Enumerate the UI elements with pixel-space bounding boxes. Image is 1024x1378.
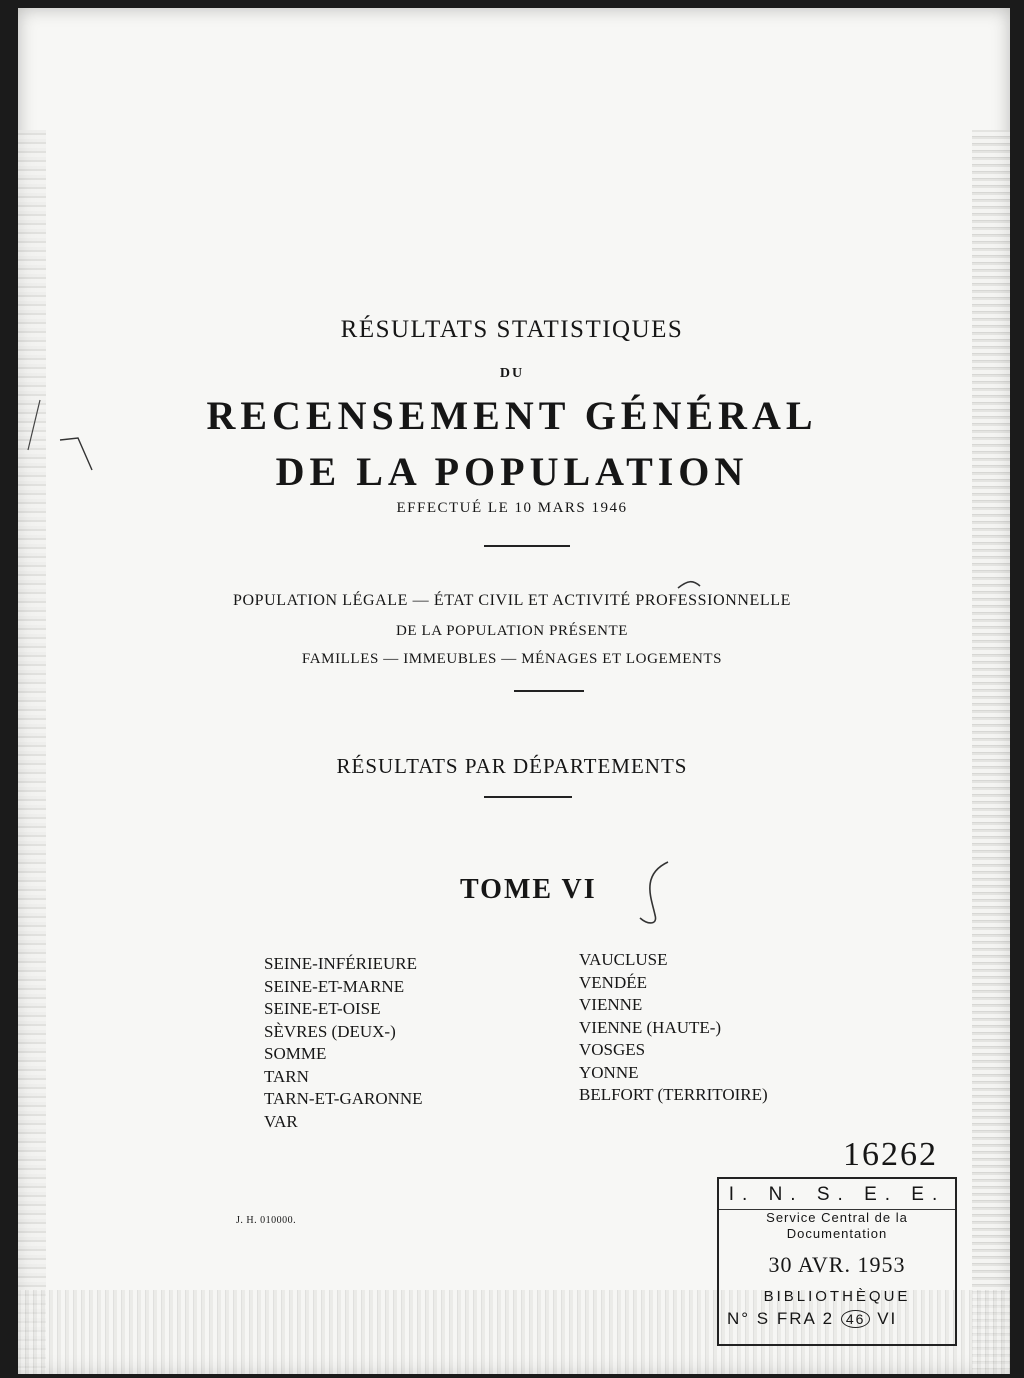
pen-stroke-mark: [640, 862, 668, 923]
tome-label: TOME VI: [460, 874, 597, 905]
list-item: VENDÉE: [579, 972, 647, 992]
stamp-service-line-2: Documentation: [786, 1226, 888, 1241]
list-item: TARN: [264, 1066, 309, 1086]
shelf-code: 2: [822, 1309, 835, 1328]
handwritten-number: 16262: [843, 1136, 938, 1173]
main-title-line-2: DE LA POPULATION: [275, 449, 749, 494]
list-item: YONNE: [579, 1062, 639, 1082]
shelf-volume: VI: [877, 1309, 898, 1328]
list-item: SEINE-INFÉRIEURE: [264, 954, 417, 973]
subjects-line-1: POPULATION LÉGALE — ÉTAT CIVIL ET ACTIVITÉ PROFESSIONNELLE: [232, 592, 792, 609]
list-item: SEINE-ET-MARNE: [264, 976, 405, 996]
list-item: TARN-ET-GARONNE: [264, 1089, 423, 1108]
pen-margin-mark: [28, 400, 40, 450]
stamp-date: 30 AVR. 1953: [768, 1252, 906, 1277]
list-item: SOMME: [264, 1044, 327, 1063]
title-line-2: DU: [499, 366, 525, 381]
list-item: SÈVRES (DEUX-): [264, 1021, 396, 1041]
stamp-service-line-1: Service Central de la: [766, 1210, 908, 1225]
stamp-organization: I. N. S. E. E.: [719, 1179, 955, 1210]
list-item: VIENNE: [579, 995, 643, 1014]
pen-accent-mark: [678, 582, 700, 588]
main-title-line-1: RECENSEMENT GÉNÉRAL: [206, 393, 818, 438]
shelf-circled-number: 46: [841, 1310, 871, 1328]
pen-margin-mark: [60, 438, 92, 470]
title-line-1: RÉSULTATS STATISTIQUES: [340, 316, 684, 343]
stamp-library: BIBLIOTHÈQUE: [763, 1288, 911, 1305]
list-item: VAUCLUSE: [579, 950, 668, 969]
list-item: VOSGES: [579, 1040, 646, 1059]
subjects-line-3: FAMILLES — IMMEUBLES — MÉNAGES ET LOGEMENTS: [301, 651, 723, 667]
list-item: VIENNE (HAUTE-): [579, 1017, 722, 1037]
section-heading: RÉSULTATS PAR DÉPARTEMENTS: [336, 754, 688, 778]
shelf-prefix: N° S: [727, 1309, 771, 1328]
printer-reference: J. H. 010000.: [236, 1215, 297, 1226]
subjects-line-2: DE LA POPULATION PRÉSENTE: [395, 623, 629, 639]
list-item: VAR: [264, 1111, 298, 1131]
list-item: BELFORT (TERRITOIRE): [579, 1085, 768, 1104]
census-date: EFFECTUÉ LE 10 MARS 1946: [396, 500, 628, 516]
shelf-series: FRA: [776, 1309, 816, 1328]
list-item: SEINE-ET-OISE: [264, 999, 381, 1018]
